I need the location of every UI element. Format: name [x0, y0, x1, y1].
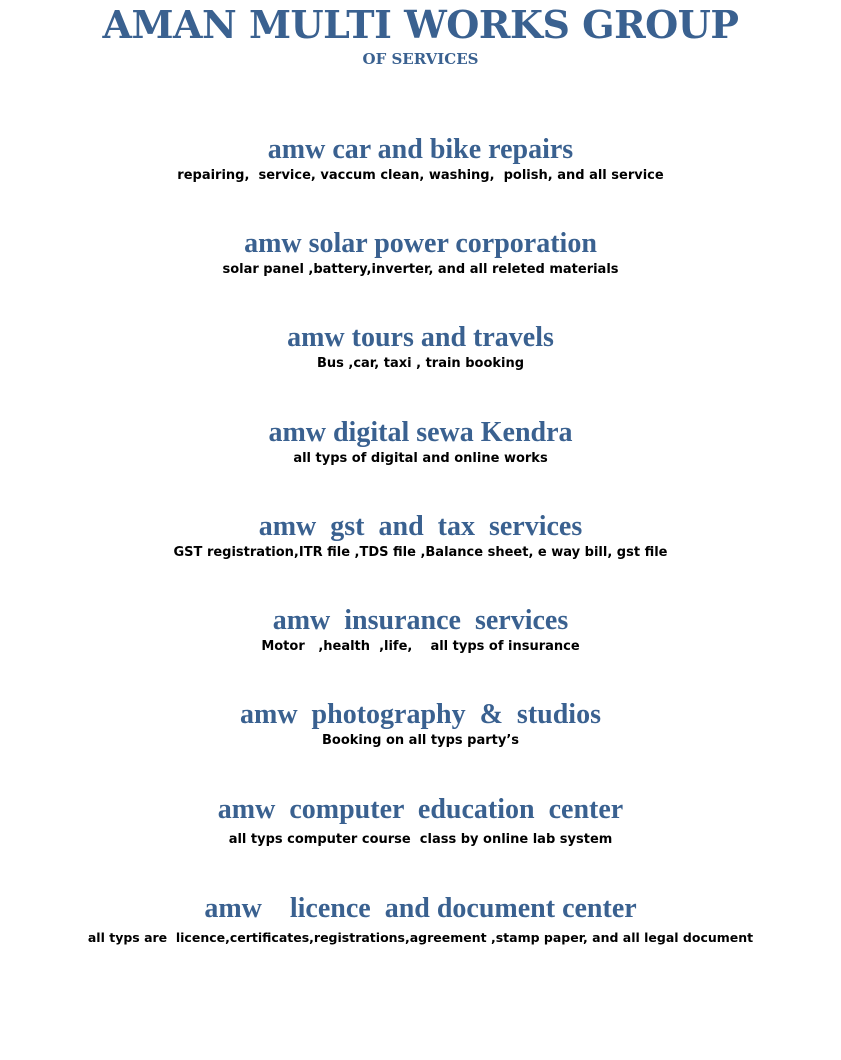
service-car-bike-repairs — [0, 134, 841, 185]
page-subtitle: OF SERVICES — [362, 50, 479, 68]
service-description: GST registration,ITR file ,TDS file ,Balance sheet, e way bill, gst file — [173, 545, 668, 560]
service-solar-power — [0, 228, 841, 279]
service-description: Booking on all typs party’s — [322, 733, 519, 748]
service-description: Motor ,health ,life, all typs of insurance — [261, 639, 580, 654]
service-description: all typs computer course class by online lab system — [228, 832, 613, 847]
service-computer-education — [0, 794, 841, 849]
service-insurance — [0, 605, 841, 656]
service-heading: amw licence and document center — [204, 893, 637, 924]
service-heading: amw gst and tax services — [258, 511, 583, 542]
page-title: AMAN MULTI WORKS GROUP — [102, 2, 739, 47]
service-heading: amw solar power corporation — [244, 228, 597, 259]
service-description: repairing, service, vaccum clean, washing, polish, and all service — [177, 168, 664, 183]
service-digital-sewa-kendra — [0, 417, 841, 468]
service-heading: amw digital sewa Kendra — [268, 417, 573, 448]
service-photography-studios — [0, 699, 841, 750]
service-tours-travels — [0, 322, 841, 373]
service-description: Bus ,car, taxi , train booking — [316, 356, 525, 371]
service-description: all typs of digital and online works — [293, 451, 548, 466]
service-description: all typs are licence,certificates,registrations,agreement ,stamp paper, and all legal document — [87, 930, 754, 945]
service-gst-tax — [0, 511, 841, 562]
service-heading: amw insurance services — [272, 605, 569, 636]
service-heading: amw photography & studios — [240, 699, 601, 730]
service-licence-document — [0, 893, 841, 947]
service-heading: amw tours and travels — [287, 322, 554, 353]
service-heading: amw computer education center — [217, 794, 624, 825]
service-heading: amw car and bike repairs — [267, 134, 574, 165]
service-description: solar panel ,battery,inverter, and all releted materials — [222, 262, 619, 277]
